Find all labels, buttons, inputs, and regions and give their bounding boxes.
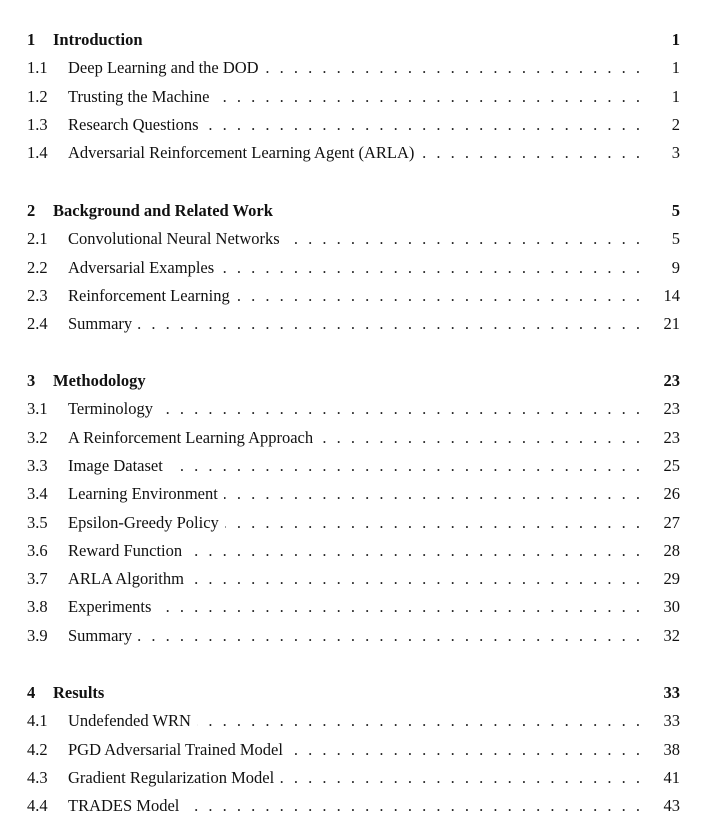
toc-section-entry[interactable]	[27, 285, 680, 307]
toc-dot-leader	[280, 767, 640, 789]
toc-entry-title: Summary	[68, 314, 133, 333]
toc-entry-number: 3.5	[27, 513, 48, 532]
toc-dot-leader	[215, 86, 640, 108]
toc-entry-page-number: 21	[663, 314, 680, 333]
toc-dot-leader	[220, 257, 640, 279]
toc-section-entry[interactable]	[27, 57, 680, 79]
toc-section-entry[interactable]	[27, 710, 680, 732]
toc-entry-number: 1.4	[27, 143, 48, 162]
toc-section-entry[interactable]	[27, 427, 680, 449]
toc-entry-page-number: 9	[671, 258, 680, 277]
toc-section-entry[interactable]	[27, 512, 680, 534]
toc-entry-title: Results	[53, 683, 105, 702]
toc-entry-title: Trusting the Machine	[68, 87, 210, 106]
toc-section-entry[interactable]	[27, 257, 680, 279]
toc-entry-title: A Reinforcement Learning Approach	[68, 428, 314, 447]
toc-entry-number: 3.6	[27, 541, 48, 560]
toc-entry-number: 2.1	[27, 229, 48, 248]
toc-entry-number: 3.4	[27, 484, 48, 503]
toc-section-entry[interactable]	[27, 483, 680, 505]
toc-dot-leader	[185, 795, 640, 817]
toc-entry-page-number: 27	[663, 513, 680, 532]
toc-entry-title: Undefended WRN	[68, 711, 191, 730]
toc-dot-leader	[225, 512, 640, 534]
toc-entry-page-number: 5	[671, 201, 680, 220]
toc-section-entry[interactable]	[27, 142, 680, 164]
toc-entry-page-number: 29	[663, 569, 680, 588]
toc-entry-title: Adversarial Reinforcement Learning Agent (ARLA)	[68, 143, 415, 162]
toc-dot-leader	[224, 483, 640, 505]
toc-entry-number: 3.8	[27, 597, 48, 616]
toc-entry-number: 3.1	[27, 399, 48, 418]
toc-entry-page-number: 1	[671, 30, 680, 49]
toc-entry-title: Image Dataset	[68, 456, 163, 475]
toc-entry-page-number: 5	[671, 229, 680, 248]
toc-entry-page-number: 14	[663, 286, 680, 305]
toc-entry-title: Convolutional Neural Networks	[68, 229, 280, 248]
toc-entry-title: Background and Related Work	[53, 201, 273, 220]
toc-section-entry[interactable]	[27, 540, 680, 562]
toc-entry-number: 2	[27, 201, 36, 220]
toc-entry-number: 4.1	[27, 711, 48, 730]
toc-dot-leader	[265, 57, 640, 79]
toc-entry-number: 1.3	[27, 115, 48, 134]
toc-entry-page-number: 3	[671, 143, 680, 162]
toc-section-entry[interactable]	[27, 398, 680, 420]
toc-entry-number: 3.9	[27, 626, 48, 645]
toc-entry-page-number: 23	[663, 399, 680, 418]
toc-entry-page-number: 32	[663, 626, 680, 645]
toc-entry-title: ARLA Algorithm	[68, 569, 184, 588]
toc-entry-number: 1	[27, 30, 36, 49]
toc-entry-title: Gradient Regularization Model	[68, 768, 275, 787]
toc-entry-page-number: 26	[663, 484, 680, 503]
toc-section-entry[interactable]	[27, 114, 680, 136]
toc-entry-title: Experiments	[68, 597, 152, 616]
toc-dot-leader	[236, 285, 640, 307]
toc-section-entry[interactable]	[27, 739, 680, 761]
toc-section-entry[interactable]	[27, 625, 680, 647]
toc-entry-page-number: 33	[663, 683, 680, 702]
toc-entry-title: Adversarial Examples	[68, 258, 215, 277]
toc-section-entry[interactable]	[27, 767, 680, 789]
toc-section-entry[interactable]	[27, 228, 680, 250]
toc-entry-title: Summary	[68, 626, 133, 645]
toc-entry-page-number: 2	[671, 115, 680, 134]
toc-section-entry[interactable]	[27, 795, 680, 817]
toc-entry-number: 3.2	[27, 428, 48, 447]
toc-entry-page-number: 38	[663, 740, 680, 759]
toc-entry-number: 2.3	[27, 286, 48, 305]
toc-entry-number: 2.4	[27, 314, 48, 333]
toc-dot-leader	[205, 114, 640, 136]
toc-entry-title: Terminology	[68, 399, 153, 418]
toc-dot-leader	[286, 228, 640, 250]
toc-section-entry[interactable]	[27, 86, 680, 108]
toc-entry-page-number: 33	[663, 711, 680, 730]
toc-entry-title: Epsilon-Greedy Policy	[68, 513, 219, 532]
toc-entry-number: 4.3	[27, 768, 48, 787]
toc-entry-number: 2.2	[27, 258, 48, 277]
toc-entry-number: 4.4	[27, 796, 48, 815]
toc-entry-page-number: 28	[663, 541, 680, 560]
toc-dot-leader	[190, 568, 640, 590]
toc-entry-number: 4.2	[27, 740, 48, 759]
toc-entry-title: Deep Learning and the DOD	[68, 58, 259, 77]
toc-entry-title: Introduction	[53, 30, 143, 49]
toc-entry-number: 3	[27, 371, 36, 390]
toc-dot-leader	[159, 398, 640, 420]
toc-entry-title: Reward Function	[68, 541, 183, 560]
toc-chapter-entry[interactable]	[27, 200, 680, 222]
toc-entry-page-number: 23	[663, 428, 680, 447]
toc-entry-title: Learning Environment	[68, 484, 218, 503]
toc-section-entry[interactable]	[27, 455, 680, 477]
toc-entry-title: Reinforcement Learning	[68, 286, 230, 305]
toc-dot-leader	[319, 427, 640, 449]
toc-entry-title: Research Questions	[68, 115, 199, 134]
toc-section-entry[interactable]	[27, 313, 680, 335]
toc-dot-leader	[157, 596, 640, 618]
toc-chapter-entry[interactable]	[27, 370, 680, 392]
toc-entry-page-number: 25	[663, 456, 680, 475]
toc-entry-page-number: 30	[663, 597, 680, 616]
toc-entry-title: Methodology	[53, 371, 146, 390]
toc-entry-number: 4	[27, 683, 36, 702]
toc-entry-page-number: 43	[663, 796, 680, 815]
toc-dot-leader	[420, 142, 640, 164]
toc-entry-number: 3.3	[27, 456, 48, 475]
toc-section-entry[interactable]	[27, 596, 680, 618]
toc-dot-leader	[169, 455, 640, 477]
toc-entry-page-number: 23	[663, 371, 680, 390]
toc-dot-leader	[197, 710, 640, 732]
toc-dot-leader	[138, 625, 640, 647]
toc-entry-number: 1.1	[27, 58, 48, 77]
toc-dot-leader	[289, 739, 640, 761]
toc-dot-leader	[188, 540, 640, 562]
toc-chapter-entry[interactable]	[27, 682, 680, 704]
toc-entry-page-number: 41	[663, 768, 680, 787]
toc-entry-number: 1.2	[27, 87, 48, 106]
toc-entry-title: PGD Adversarial Trained Model	[68, 740, 283, 759]
toc-dot-leader	[138, 313, 640, 335]
toc-section-entry[interactable]	[27, 568, 680, 590]
toc-entry-page-number: 1	[671, 58, 680, 77]
toc-entry-number: 3.7	[27, 569, 48, 588]
toc-entry-title: TRADES Model	[68, 796, 180, 815]
toc-entry-page-number: 1	[671, 87, 680, 106]
toc-chapter-entry[interactable]	[27, 29, 680, 51]
